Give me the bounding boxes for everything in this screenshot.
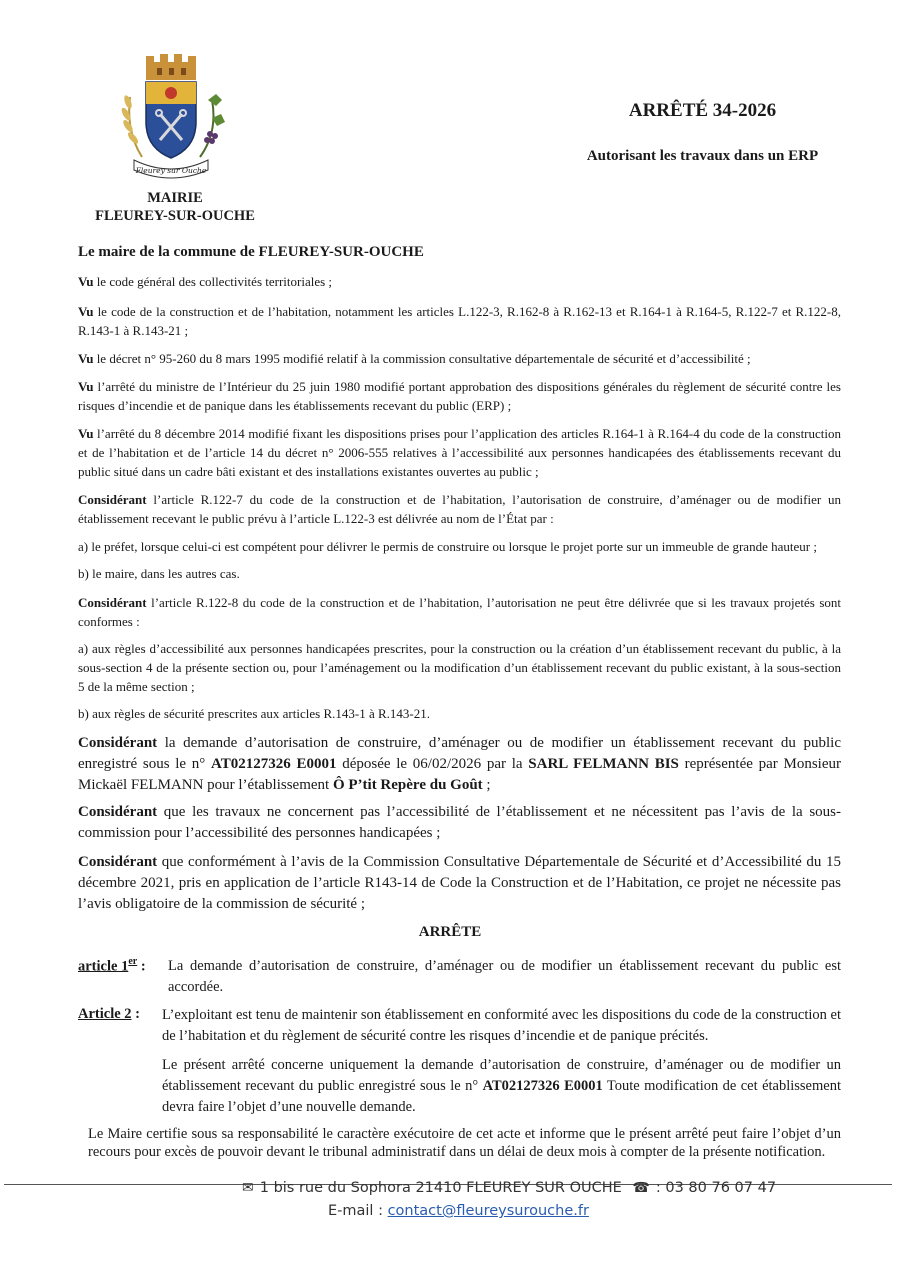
email-link[interactable]: contact@fleureysurouche.fr — [387, 1203, 589, 1219]
considerant-1-item-b: b) le maire, dans les autres cas. — [78, 566, 240, 581]
considerant-clause-4: Considérant que les travaux ne concernent pas l’accessibilité de l’établissement et ne nécessitent pas l’avis de la sous-commission pour l’accessibilité des personnes handicapées ; — [78, 804, 841, 841]
municipal-crest-logo — [112, 52, 230, 182]
wheat-branch-icon — [120, 94, 142, 157]
arrete-heading: ARRÊTE — [418, 924, 482, 940]
article-2-text-2: Le présent arrêté concerne uniquement la demande d’autorisation de construire, d’aménager ou de modifier un établissement recevant du public enregistré sous le n° AT02127326 E0001 Toute modification de cet établissement devra faire l’objet d’une nouvelle demande. — [162, 1057, 841, 1115]
considerant-clause-2: Considérant l’article R.122-8 du code de la construction et de l’habitation, l’autorisation ne peut être délivrée que si les travaux projetés sont conformes : — [78, 595, 841, 629]
intro-line: Le maire de la commune de FLEUREY-SUR-OUCHE — [78, 244, 424, 260]
arrete-subtitle: Autorisant les travaux dans un ERP — [586, 148, 819, 164]
footer-address: 1 bis rue du Sophora 21410 FLEUREY SUR OUCHE — [259, 1180, 622, 1196]
article-2-text: L’exploitant est tenu de maintenir son établissement en conformité avec les dispositions du code de la construction et de l’habitation et du règlement de sécurité contre les risques d’incendie et de panique précités. — [162, 1007, 841, 1044]
company-name: SARL FELMANN BIS — [528, 756, 679, 772]
mairie-label: MAIRIE — [147, 190, 203, 206]
footer-email-row — [328, 1203, 589, 1219]
considerant-2-item-a: a) aux règles d’accessibilité aux personnes handicapées prescrites, pour la construction ou la création d’un établissement recevant du public, à la sous-section 4 de la présente section ou, pour l’aménagement ou la modification d’un établissement recevant du public existant, à la sous-section 5 de la même section ; — [78, 641, 841, 694]
considerant-clause-3: Considérant la demande d’autorisation de construire, d’aménager ou de modifier un établissement recevant du public enregistré sous le n° AT02127326 E0001 déposée le 06/02/2026 par la SARL FELMANN BIS représentée par Monsieur Mickaël FELMANN pour l’établissement Ô P’tit Repère du Goût ; — [78, 735, 841, 793]
crown-icon — [146, 54, 196, 80]
vu-clause-5: Vu l’arrêté du 8 décembre 2014 modifié fixant les dispositions prises pour l’application des articles R.164-1 à R.164-4 du code de la construction et de l’habitation et de l’article 14 du décret n° 2006-555 relatives à l’accessibilité aux personnes handicapées des établissements recevant du public situé dans un cadre bâti existant et des installations existantes ouvertes au public ; — [78, 426, 841, 479]
vu-clause-1: Vu le code général des collectivités territoriales ; — [78, 274, 333, 289]
considerant-clause-5: Considérant que conformément à l’avis de la Commission Consultative Départementale de Sécurité et d’Accessibilité du 15 décembre 2021, pris en application de l’article R143-14 de Code la Construction et de l’Habitation, ce projet ne nécessite pas l’avis obligatoire de la commission de sécurité ; — [78, 854, 841, 912]
vu-clause-2: Vu le code de la construction et de l’habitation, notamment les articles L.122-3, R.162-8 à R.162-13 et R.164-1 à R.164-5, R.122-7 et R.122-8, R.143-1 à R.143-21 ; — [78, 304, 841, 338]
footer-phone: : 03 80 76 07 47 — [655, 1180, 777, 1196]
vu-clause-3: Vu le décret n° 95-260 du 8 mars 1995 modifié relatif à la commission consultative départementale de sécurité et d’accessibilité ; — [78, 351, 751, 366]
considerant-clause-1: Considérant l’article R.122-7 du code de la construction et de l’habitation, l’autorisation de construire, d’aménager ou de modifier un établissement recevant le public prévu à l’article L.122-3 est délivrée au nom de l’État par : — [78, 492, 841, 526]
footer-address-row — [236, 1180, 776, 1196]
application-number: AT02127326 E0001 — [211, 756, 337, 772]
article-1-text: La demande d’autorisation de construire, d’aménager ou de modifier un établissement recevant du public est accordée. — [168, 958, 841, 995]
grape-vine-icon — [200, 94, 225, 157]
crest-motto: Fleurey sur Ouche — [135, 166, 207, 175]
phone-icon: ☎ — [632, 1180, 650, 1196]
arrete-title: ARRÊTÉ 34-2026 — [628, 100, 777, 121]
certification-text: Le Maire certifie sous sa responsabilité le caractère exécutoire de cet acte et informe que le présent arrêté peut faire l’objet d’un recours pour excès de pouvoir devant le tribunal administratif dans un délai de deux mois à compter de la présente notification. — [88, 1126, 841, 1160]
commune-name: FLEUREY-SUR-OUCHE — [95, 208, 255, 224]
email-label: E-mail : — [328, 1203, 383, 1219]
article-2-label: Article 2 : — [78, 1006, 141, 1022]
vu-clause-4: Vu l’arrêté du ministre de l’Intérieur du 25 juin 1980 modifié portant approbation des dispositions générales du règlement de sécurité contre les risques d’incendie et de panique dans les établissements recevant du public (ERP) ; — [78, 379, 841, 413]
mail-icon: ✉ — [242, 1180, 254, 1196]
shield-icon — [146, 82, 196, 158]
establishment-name: Ô P’tit Repère du Goût — [332, 777, 483, 793]
considerant-1-item-a: a) le préfet, lorsque celui-ci est compétent pour délivrer le permis de construire ou lorsque le projet porte sur un immeuble de grande hauteur ; — [78, 539, 817, 554]
considerant-2-item-b: b) aux règles de sécurité prescrites aux articles R.143-1 à R.143-21. — [78, 706, 430, 721]
article-1-label: article 1er : — [78, 956, 146, 975]
